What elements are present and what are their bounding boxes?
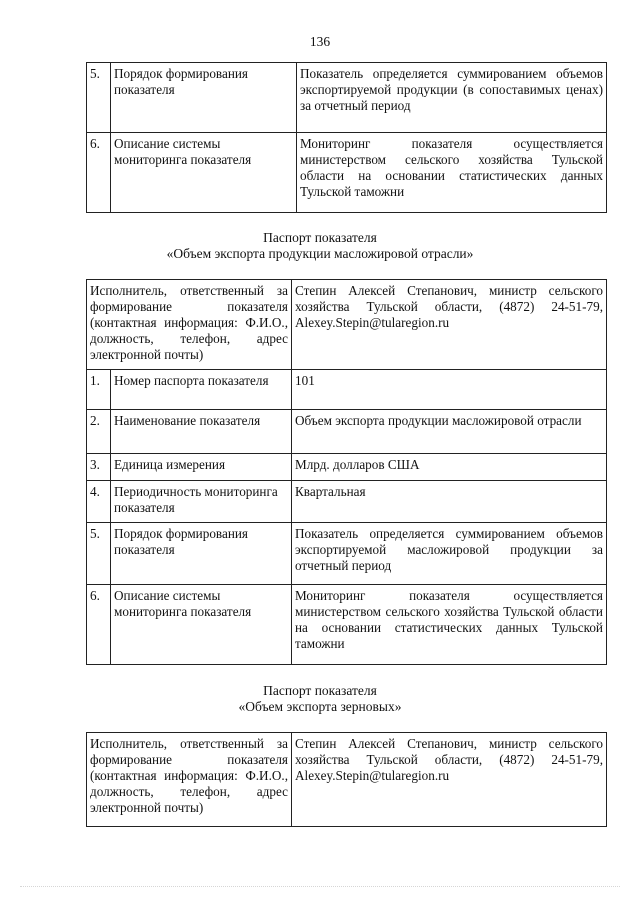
passport-table-oil: [86, 279, 607, 665]
row-number: 5.: [87, 63, 111, 133]
row-number: 5.: [87, 523, 111, 585]
scan-artifact-line: [20, 886, 620, 889]
row-value: 101: [292, 370, 607, 410]
row-value: Мониторинг показателя осуществляется министерством сельского хозяйства Тульской области на основании статистических данных Тульской таможни: [297, 133, 607, 213]
row-label: Номер паспорта показателя: [111, 370, 292, 410]
row-value: Мониторинг показателя осуществляется министерством сельского хозяйства Тульской области на основании статистических данных Тульской таможни: [292, 585, 607, 665]
passport-table-grain: [86, 732, 607, 827]
row-label: Описание системы мониторинга показателя: [111, 133, 297, 213]
table-row: [87, 370, 607, 410]
table-row: [87, 481, 607, 523]
row-label: Единица измерения: [111, 454, 292, 481]
row-number: 1.: [87, 370, 111, 410]
table-row: [87, 410, 607, 454]
table-row: [87, 63, 607, 133]
table-row: [87, 733, 607, 827]
indicator-table-continued: [86, 62, 607, 213]
row-label: Наименование показателя: [111, 410, 292, 454]
passport-subtitle: «Объем экспорта зерновых»: [238, 699, 402, 714]
table-row: [87, 523, 607, 585]
executor-label: Исполнитель, ответственный за формирование показателя (контактная информация: Ф.И.О., должность, телефон, адрес электронной почты): [87, 733, 292, 827]
row-value: Объем экспорта продукции масложировой отрасли: [292, 410, 607, 454]
table-row: [87, 585, 607, 665]
row-value: Квартальная: [292, 481, 607, 523]
passport-title: Паспорт показателя: [263, 230, 377, 245]
row-label: Порядок формирования показателя: [111, 523, 292, 585]
table-row: [87, 133, 607, 213]
table-row: [87, 280, 607, 370]
executor-value: Степин Алексей Степанович, министр сельского хозяйства Тульской области, (4872) 24-51-79, Alexey.Stepin@tularegion.ru: [292, 280, 607, 370]
row-label: Описание системы мониторинга показателя: [111, 585, 292, 665]
row-value: Показатель определяется суммированием объемов экспортируемой масложировой продукции за отчетный период: [292, 523, 607, 585]
row-number: 3.: [87, 454, 111, 481]
row-number: 4.: [87, 481, 111, 523]
passport-title: Паспорт показателя: [263, 683, 377, 698]
row-number: 2.: [87, 410, 111, 454]
row-number: 6.: [87, 133, 111, 213]
row-label: Периодичность мониторинга показателя: [111, 481, 292, 523]
table-row: [87, 454, 607, 481]
row-value: Показатель определяется суммированием объемов экспортируемой продукции (в сопоставимых ценах) за отчетный период: [297, 63, 607, 133]
page-number: 136: [309, 34, 331, 49]
row-value: Млрд. долларов США: [292, 454, 607, 481]
passport-subtitle: «Объем экспорта продукции масложировой отрасли»: [166, 246, 474, 261]
row-label: Порядок формирования показателя: [111, 63, 297, 133]
executor-label: Исполнитель, ответственный за формирование показателя (контактная информация: Ф.И.О., должность, телефон, адрес электронной почты): [87, 280, 292, 370]
row-number: 6.: [87, 585, 111, 665]
executor-value: Степин Алексей Степанович, министр сельского хозяйства Тульской области, (4872) 24-51-79, Alexey.Stepin@tularegion.ru: [292, 733, 607, 827]
